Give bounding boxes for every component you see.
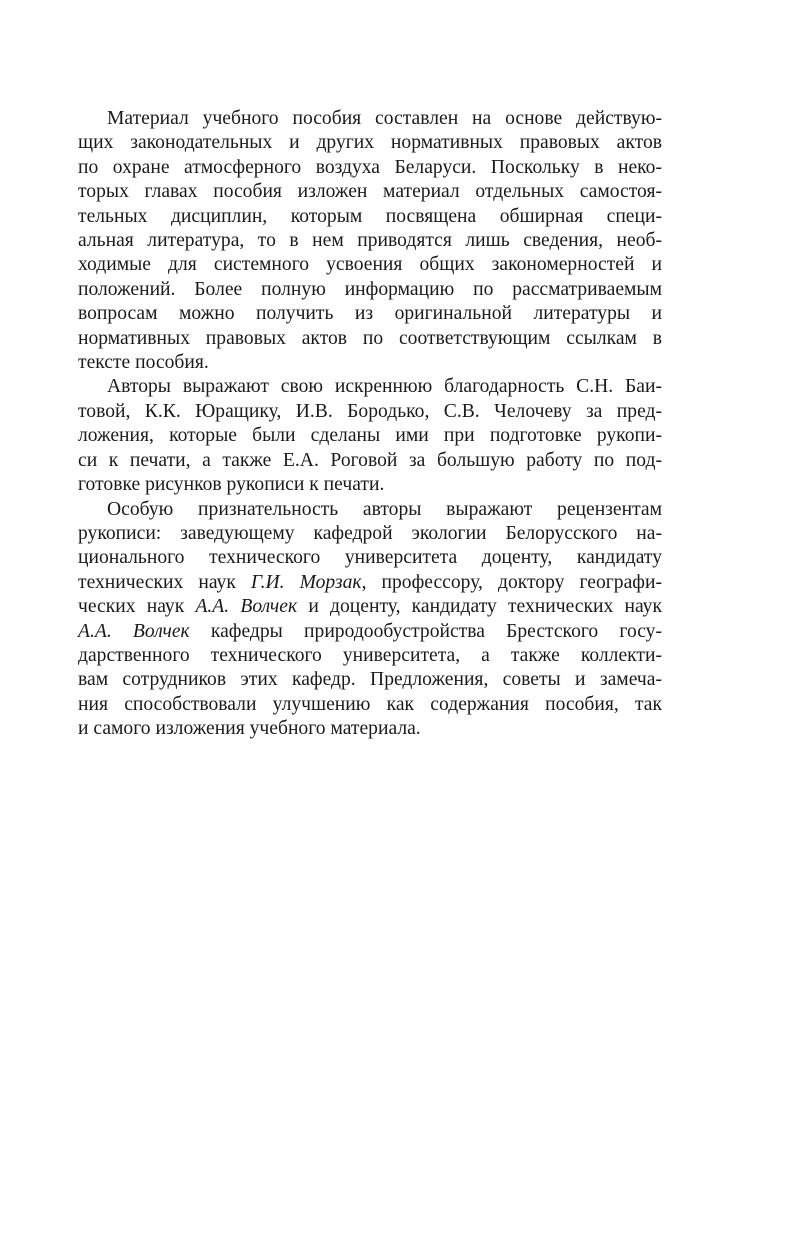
text-line: Особую признательность авторы выражают рецензентам	[107, 498, 662, 520]
text-line: вам сотрудников этих кафедр. Предложения, советы и замеча-	[78, 669, 662, 691]
text-fragment: технических наук	[78, 571, 251, 593]
text-line: Материал учебного пособия составлен на основе действую-	[107, 108, 662, 129]
text-line: положений. Более полную информацию по рассматриваемым	[78, 278, 662, 300]
text-line: и самого изложения учебного материала.	[78, 718, 421, 740]
text-line: ходимые для системного усвоения общих закономерностей и	[78, 254, 662, 276]
text-line: товой, К.К. Юращику, И.В. Бородько, С.В. Челочеву за пред-	[78, 400, 662, 422]
text-line	[78, 571, 662, 595]
text-line: ложения, которые были сделаны ими при подготовке рукопи-	[78, 425, 662, 447]
text-line: тексте пособия.	[78, 352, 209, 374]
text-line: щих законодательных и других нормативных правовых актов	[78, 132, 662, 154]
text-fragment: , профессору, доктору географи-	[361, 571, 662, 593]
text-line: тельных дисциплин, которым посвящена обширная специ-	[78, 205, 662, 227]
text-line: вопросам можно получить из оригинальной литературы и	[78, 303, 662, 325]
paragraph-2	[78, 375, 662, 497]
preface-text	[78, 107, 662, 742]
reviewer-name: А.А. Волчек	[195, 596, 298, 618]
text-line: нормативных правовых актов по соответствующим ссылкам в	[78, 327, 662, 349]
reviewer-name: Г.И. Морзак	[250, 571, 362, 593]
reviewer-name: А.А. Волчек	[78, 620, 190, 642]
text-line: по охране атмосферного воздуха Беларуси. Поскольку в неко-	[78, 156, 662, 178]
text-line: си к печати, а также Е.А. Роговой за большую работу по под-	[78, 449, 662, 471]
text-line	[78, 620, 662, 644]
text-line: ния способствовали улучшению как содержания пособия, так	[78, 693, 662, 715]
text-line: торых главах пособия изложен материал отдельных самостоя-	[78, 181, 662, 203]
text-line: Авторы выражают свою искреннюю благодарность С.Н. Баи-	[107, 376, 662, 398]
paragraph-1	[78, 107, 662, 375]
text-line	[78, 595, 662, 619]
text-fragment: ческих наук	[78, 596, 196, 618]
text-fragment: кафедры природообустройства Брестского госу-	[189, 620, 662, 642]
text-line: альная литература, то в нем приводятся лишь сведения, необ-	[78, 230, 662, 252]
text-line: рукописи: заведующему кафедрой экологии Белорусского на-	[78, 522, 662, 544]
text-fragment: и доценту, кандидату технических наук	[297, 596, 662, 618]
text-line: готовке рисунков рукописи к печати.	[78, 474, 385, 496]
text-line: дарственного технического университета, а также коллекти-	[78, 644, 662, 666]
paragraph-3	[78, 498, 662, 742]
text-line: ционального технического университета доценту, кандидату	[78, 547, 662, 569]
